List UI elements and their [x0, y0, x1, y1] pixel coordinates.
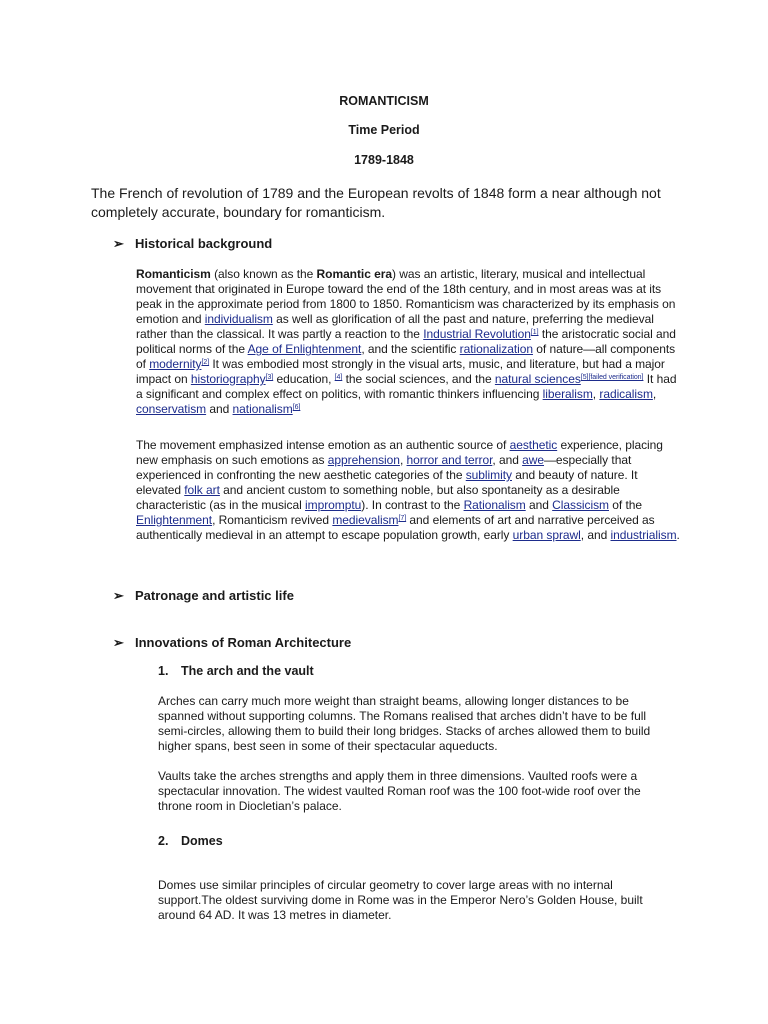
- subheading-arch-and-vault: [158, 664, 314, 678]
- arrowhead-bullet-icon: ➢: [113, 236, 124, 251]
- movement-paragraph: [136, 438, 680, 543]
- text: , and: [580, 528, 611, 542]
- section-heading: Innovations of Roman Architecture: [135, 635, 352, 650]
- text: ,: [592, 387, 600, 401]
- section-patronage: [113, 588, 294, 604]
- subheading-text: Domes: [181, 834, 223, 848]
- domes-paragraph: Domes use similar principles of circular geometry to cover large areas with no internal support.The oldest surviving dome in Rome was in the Emperor Nero’s Golden House, built around 64 AD. It was 13 metres in diameter.: [158, 878, 643, 922]
- text: , and: [492, 453, 523, 467]
- bold-term: Romanticism: [136, 267, 211, 281]
- link-horror-and-terror[interactable]: horror and terror: [406, 453, 493, 467]
- text: and: [206, 402, 233, 416]
- list-number: 1.: [158, 664, 169, 678]
- link-rationalization[interactable]: rationalization: [459, 342, 533, 356]
- section-historical-background: [113, 236, 272, 252]
- link-industrialism[interactable]: industrialism: [610, 528, 677, 542]
- link-conservatism[interactable]: conservatism: [136, 402, 207, 416]
- link-apprehension[interactable]: apprehension: [327, 453, 400, 467]
- subheading-text: The arch and the vault: [181, 664, 314, 678]
- bold-term: Romantic era: [316, 267, 392, 281]
- citation-link[interactable]: [7]: [398, 515, 407, 522]
- link-modernity[interactable]: modernity: [149, 357, 202, 371]
- citation-link[interactable]: [4]: [334, 374, 343, 381]
- link-aesthetic[interactable]: aesthetic: [509, 438, 558, 452]
- link-classicism[interactable]: Classicism: [552, 498, 609, 512]
- citation-link[interactable]: [1]: [530, 329, 539, 336]
- link-industrial-revolution[interactable]: Industrial Revolution: [423, 327, 531, 341]
- subheading-domes: [158, 834, 223, 848]
- text: —especially that experienced in confronting the new aesthetic categories of the: [136, 453, 632, 482]
- list-number: 2.: [158, 834, 169, 848]
- intro-paragraph: The French of revolution of 1789 and the European revolts of 1848 form a near although not completely accurate, boundary for romanticism.: [91, 185, 661, 220]
- section-heading: Patronage and artistic life: [135, 588, 294, 603]
- text: experience, placing new emphasis on such emotions as: [136, 438, 663, 467]
- link-urban-sprawl[interactable]: urban sprawl: [512, 528, 581, 542]
- text: .: [676, 528, 680, 542]
- arches-paragraph: Arches can carry much more weight than straight beams, allowing longer distances to be spanned without supporting columns. The Romans realised that arches didn’t have to be full semi-circles, allowing them to build their long bridges. Stacks of arches allowed them to build higher spans, best seen in some of their spectacular aqueducts.: [158, 694, 651, 753]
- link-enlightenment[interactable]: Enlightenment: [136, 513, 213, 527]
- link-medievalism[interactable]: medievalism: [332, 513, 399, 527]
- section-heading: Historical background: [135, 236, 273, 251]
- text: , and the scientific: [361, 342, 460, 356]
- link-rationalism[interactable]: Rationalism: [463, 498, 526, 512]
- text: , Romanticism revived: [212, 513, 333, 527]
- romanticism-paragraph: [136, 267, 680, 417]
- vaults-paragraph: Vaults take the arches strengths and apply them in three dimensions. Vaulted roofs were a spectacular innovation. The widest vaulted Roman roof was the 100 foot-wide roof over the throne room in Diocletian’s palace.: [158, 769, 641, 813]
- text: the aristocratic social and political norms of the: [136, 327, 676, 356]
- link-radicalism[interactable]: radicalism: [599, 387, 653, 401]
- text: It was embodied most strongly in the visual arts, music, and literature, but had a major impact on: [136, 357, 665, 386]
- text: ) was an artistic, literary, musical and intellectual movement that originated in Europe toward the end of the 18th century, and in most areas was at its peak in the approximate period from 1800 to 1850. Romanticism was characterized by its emphasis on emotion and: [136, 267, 676, 326]
- document-period: 1789-1848: [354, 153, 414, 167]
- document-title: ROMANTICISM: [339, 94, 429, 108]
- text: (also known as the: [210, 267, 317, 281]
- text: the social sciences, and the: [342, 372, 495, 386]
- text: and: [525, 498, 553, 512]
- text: education,: [273, 372, 335, 386]
- link-liberalism[interactable]: liberalism: [542, 387, 593, 401]
- link-historiography[interactable]: historiography: [190, 372, 266, 386]
- text: of nature—all components of: [136, 342, 676, 371]
- text: of the: [609, 498, 643, 512]
- link-awe[interactable]: awe: [522, 453, 544, 467]
- link-sublimity[interactable]: sublimity: [465, 468, 512, 482]
- text: ,: [652, 387, 657, 401]
- link-nationalism[interactable]: nationalism: [232, 402, 293, 416]
- text: The movement emphasized intense emotion as an authentic source of: [136, 438, 510, 452]
- text: It had a significant and complex effect on politics, with romantic thinkers influencing: [136, 372, 677, 401]
- link-age-of-enlightenment[interactable]: Age of Enlightenment: [247, 342, 362, 356]
- text: ,: [399, 453, 407, 467]
- section-roman-architecture: [113, 635, 351, 651]
- text: and elements of art and narrative perceived as authentically medieval in an attempt to escape population growth, early: [136, 513, 655, 542]
- citation-link[interactable]: [6]: [292, 404, 301, 411]
- arrowhead-bullet-icon: ➢: [113, 635, 124, 650]
- link-folk-art[interactable]: folk art: [184, 483, 220, 497]
- text: and ancient custom to something noble, but also spontaneity as a desirable characteristic (as in the musical: [136, 483, 620, 512]
- citation-link[interactable]: [3]: [265, 374, 274, 381]
- text: and beauty of nature. It elevated: [136, 468, 638, 497]
- document-subtitle: Time Period: [348, 123, 420, 137]
- link-individualism[interactable]: individualism: [204, 312, 273, 326]
- citation-link[interactable]: [2]: [201, 359, 210, 366]
- arrowhead-bullet-icon: ➢: [113, 588, 124, 603]
- text: ). In contrast to the: [361, 498, 464, 512]
- citation-link[interactable]: [5][failed verification]: [580, 374, 644, 381]
- link-impromptu[interactable]: impromptu: [305, 498, 362, 512]
- link-natural-sciences[interactable]: natural sciences: [494, 372, 581, 386]
- text: as well as glorification of all the past and nature, preferring the medieval rather than the classical. It was partly a reaction to the: [136, 312, 654, 341]
